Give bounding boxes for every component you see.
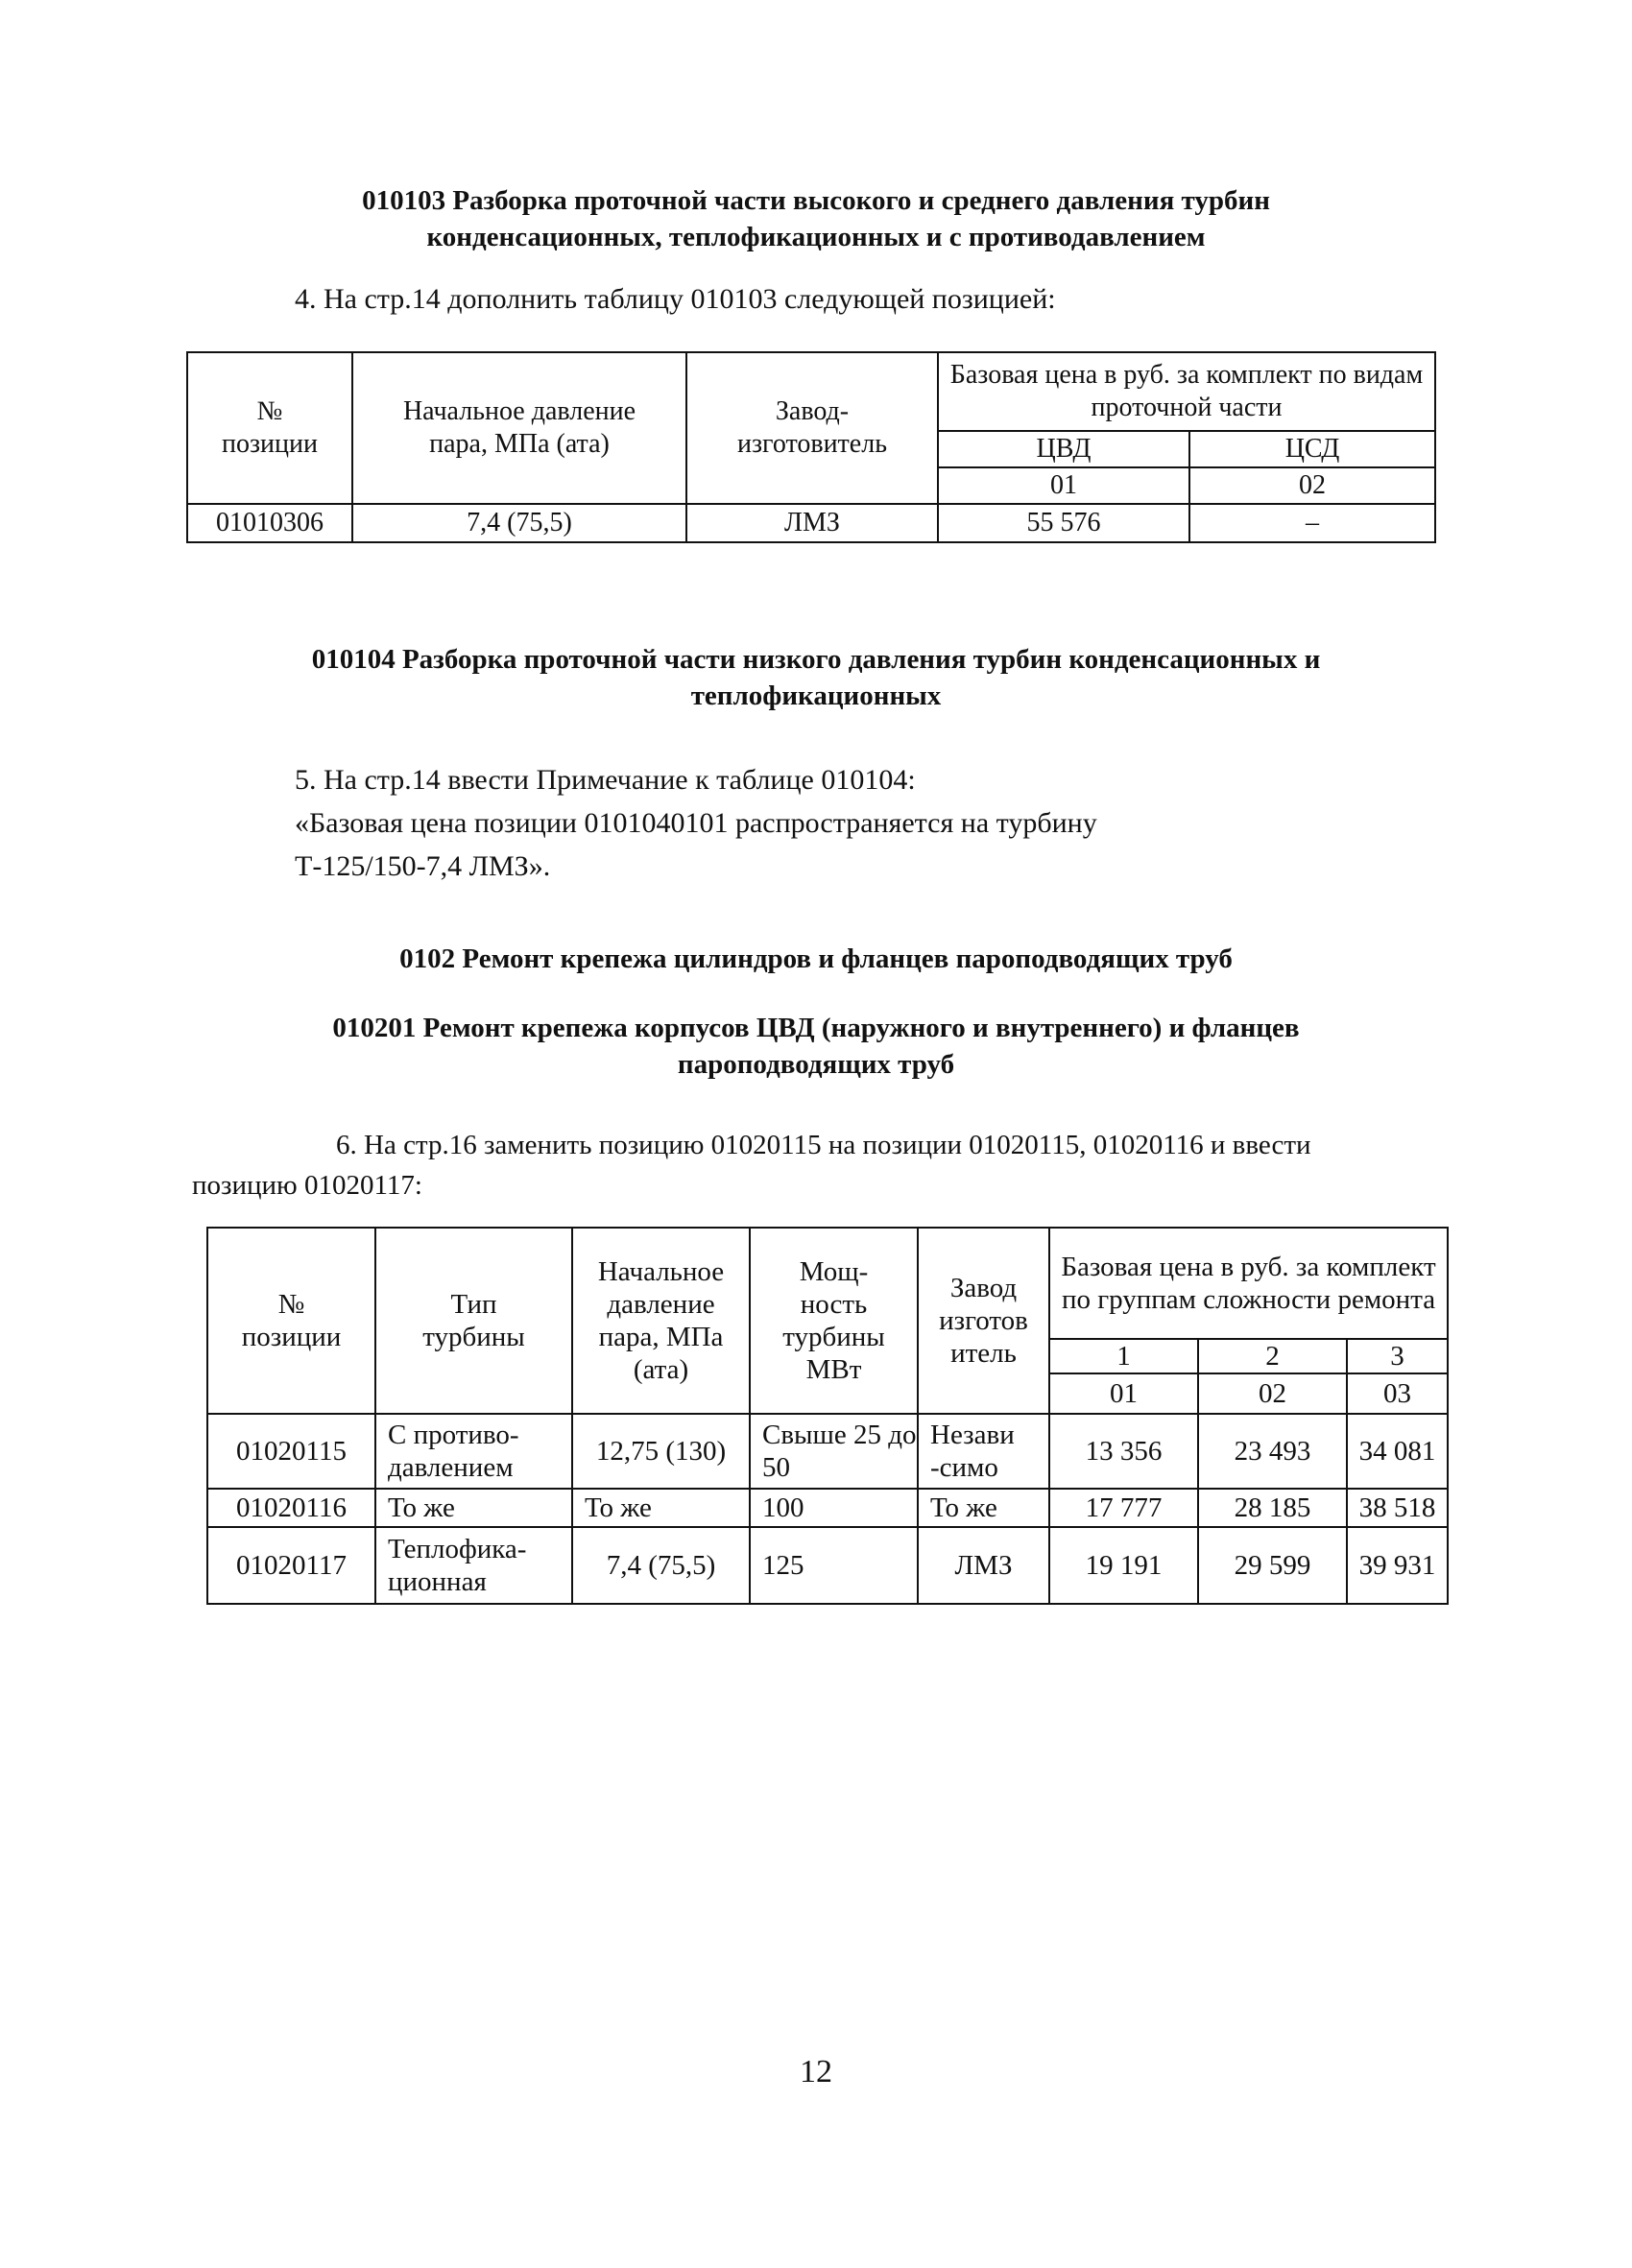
page-number: 12	[800, 2054, 832, 2089]
table-row	[207, 1489, 1448, 1527]
header-pressure: Начальное давление пара, МПа (ата)	[572, 1228, 750, 1414]
cell-position: 01010306	[187, 504, 352, 542]
header-price: Базовая цена в руб. за комплект по видам проточной части	[938, 352, 1435, 431]
cell-price-2: 29 599	[1198, 1527, 1347, 1604]
cell-price-3: 34 081	[1347, 1414, 1448, 1489]
header-position: № позиции	[187, 352, 352, 504]
cell-plant: ЛМЗ	[918, 1527, 1049, 1604]
table-010201	[206, 1227, 1449, 1605]
header-col-01: 01	[938, 467, 1189, 504]
cell-cvd: 55 576	[938, 504, 1189, 542]
header-power: Мощ- ность турбины МВт	[750, 1228, 918, 1414]
cell-turbine-type: То же	[375, 1489, 572, 1527]
cell-csd: –	[1189, 504, 1435, 542]
header-cvd: ЦВД	[938, 431, 1189, 467]
cell-pressure: 12,75 (130)	[572, 1414, 750, 1489]
cell-turbine-type: С противо- давлением	[375, 1414, 572, 1489]
cell-turbine-type: Теплофика- ционная	[375, 1527, 572, 1604]
cell-price-2: 23 493	[1198, 1414, 1347, 1489]
section-heading-0102: 0102 Ремонт крепежа цилиндров и фланцев пароподводящих труб	[399, 943, 1233, 974]
header-position: № позиции	[207, 1228, 375, 1414]
cell-power: 125	[750, 1527, 918, 1604]
header-pressure: Начальное давление пара, МПа (ата)	[352, 352, 686, 504]
table-row	[207, 1527, 1448, 1604]
cell-pressure: 7,4 (75,5)	[572, 1527, 750, 1604]
cell-position: 01020116	[207, 1489, 375, 1527]
cell-pressure: 7,4 (75,5)	[352, 504, 686, 542]
cell-position: 01020115	[207, 1414, 375, 1489]
table-row	[207, 1414, 1448, 1489]
cell-power: 100	[750, 1489, 918, 1527]
header-col-02: 02	[1189, 467, 1435, 504]
header-group-2: 2	[1198, 1339, 1347, 1373]
note-4: 4. На стр.14 дополнить таблицу 010103 следующей позицией:	[295, 283, 1056, 315]
cell-price-3: 39 931	[1347, 1527, 1448, 1604]
note-6: 6. На стр.16 заменить позицию 01020115 на позиции 01020115, 01020116 и ввести позицию 01020117:	[192, 1130, 1311, 1201]
header-col-01: 01	[1049, 1373, 1198, 1414]
table-row	[187, 504, 1435, 542]
section-heading-010201: 010201 Ремонт крепежа корпусов ЦВД (наружного и внутреннего) и фланцев пароподводящих труб	[332, 1013, 1300, 1080]
header-csd: ЦСД	[1189, 431, 1435, 467]
header-plant: Завод- изготовитель	[686, 352, 938, 504]
cell-price-1: 19 191	[1049, 1527, 1198, 1604]
cell-price-1: 13 356	[1049, 1414, 1198, 1489]
header-price: Базовая цена в руб. за комплект по группам сложности ремонта	[1049, 1228, 1448, 1339]
cell-price-1: 17 777	[1049, 1489, 1198, 1527]
cell-plant: Незави -симо	[918, 1414, 1049, 1489]
cell-price-3: 38 518	[1347, 1489, 1448, 1527]
table-010103	[186, 351, 1436, 543]
cell-position: 01020117	[207, 1527, 375, 1604]
cell-plant: ЛМЗ	[686, 504, 938, 542]
header-plant: Завод изготов итель	[918, 1228, 1049, 1414]
note-5: 5. На стр.14 ввести Примечание к таблице 010104: «Базовая цена позиции 0101040101 распространяется на турбину Т-125/150-7,4 ЛМЗ».	[295, 764, 1097, 882]
header-group-3: 3	[1347, 1339, 1448, 1373]
cell-price-2: 28 185	[1198, 1489, 1347, 1527]
header-col-03: 03	[1347, 1373, 1448, 1414]
cell-pressure: То же	[572, 1489, 750, 1527]
header-col-02: 02	[1198, 1373, 1347, 1414]
section-heading-010104: 010104 Разборка проточной части низкого давления турбин конденсационных и теплофикационных	[311, 644, 1321, 711]
cell-power: Свыше 25 до 50	[750, 1414, 918, 1489]
section-heading-010103: 010103 Разборка проточной части высокого и среднего давления турбин конденсационных, теплофикационных и с противодавлением	[362, 185, 1270, 252]
cell-plant: То же	[918, 1489, 1049, 1527]
header-turbine-type: Тип турбины	[375, 1228, 572, 1414]
header-group-1: 1	[1049, 1339, 1198, 1373]
